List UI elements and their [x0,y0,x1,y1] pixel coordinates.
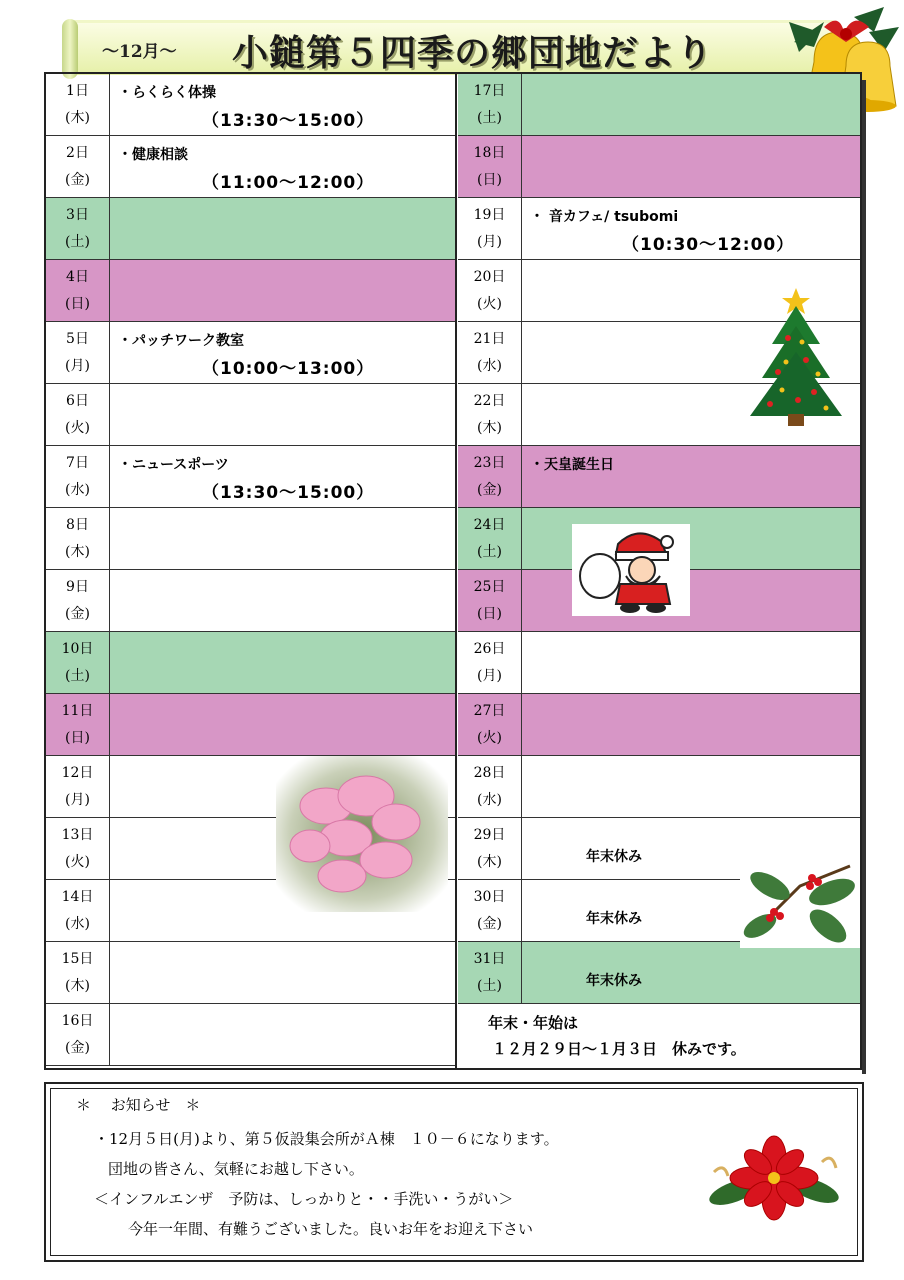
event-cell [522,632,860,693]
calendar-row [458,74,860,136]
title-banner [66,20,836,75]
weekday: (火) [65,854,90,870]
event-time: （10:00～13:00） [202,359,375,379]
calendar-row [46,570,456,632]
weekday: (月) [477,234,502,250]
event-name: ・ニュースポーツ [118,457,229,473]
calendar-row [458,136,860,198]
date-cell [458,446,522,507]
event-time: （10:30～12:00） [622,235,795,255]
santa-image [572,524,690,616]
event-time: （13:30～15:00） [202,483,375,503]
date-cell [46,694,110,755]
date-cell [458,818,522,879]
event-cell [110,260,456,321]
day-number: 30日 [473,889,506,905]
date-cell [458,198,522,259]
calendar-row [458,446,860,508]
event-time: （13:30～15:00） [202,111,375,131]
calendar-row [46,1004,456,1066]
date-cell [46,508,110,569]
date-cell [458,136,522,197]
day-number: 17日 [473,83,506,99]
event-cell [522,198,860,259]
event-cell [110,694,456,755]
date-cell [458,632,522,693]
day-number: 20日 [473,269,506,285]
calendar-row [46,446,456,508]
day-number: 21日 [473,331,506,347]
event-cell [110,1004,456,1065]
date-cell [458,756,522,817]
date-cell [46,1004,110,1065]
date-cell [458,570,522,631]
calendar-row [46,942,456,1004]
weekday: (火) [477,730,502,746]
event-time: （11:00～12:00） [202,173,375,193]
event-cell [110,384,456,445]
holiday-note [488,1010,746,1062]
day-number: 27日 [473,703,506,719]
day-number: 24日 [473,517,506,533]
event-name: ・パッチワーク教室 [118,333,244,349]
day-number: 18日 [473,145,506,161]
weekday: (水) [477,358,502,374]
day-number: 11日 [61,703,94,719]
event-cell [110,198,456,259]
weekday: (木) [65,978,90,994]
day-number: 5日 [66,331,89,347]
weekday: (金) [477,916,502,932]
calendar-row [46,74,456,136]
date-cell [46,322,110,383]
weekday: (木) [477,420,502,436]
event-name: 年末休み [586,849,642,865]
calendar-row [46,322,456,384]
event-cell [110,446,456,507]
holiday-note-line-2: １２月２９日～１月３日 休みです。 [492,1040,746,1058]
calendar-row [458,694,860,756]
event-name: ・ 音カフェ/ tsubomi [530,209,679,225]
date-cell [46,260,110,321]
date-cell [46,756,110,817]
event-cell [110,942,456,1003]
day-number: 25日 [473,579,506,595]
weekday: (日) [65,730,90,746]
date-cell [46,570,110,631]
day-number: 16日 [61,1013,94,1029]
event-cell [110,74,456,135]
weekday: (土) [477,978,502,994]
day-number: 10日 [61,641,94,657]
weekday: (日) [477,172,502,188]
event-cell [110,136,456,197]
date-cell [458,74,522,135]
date-cell [46,198,110,259]
calendar-row [458,198,860,260]
calendar-row [46,198,456,260]
weekday: (金) [65,606,90,622]
day-number: 12日 [61,765,94,781]
date-cell [458,322,522,383]
weekday: (土) [477,110,502,126]
event-name: ・健康相談 [118,147,188,163]
weekday: (土) [477,544,502,560]
weekday: (土) [65,668,90,684]
event-name: 年末休み [586,911,642,927]
day-number: 19日 [473,207,506,223]
weekday: (火) [65,420,90,436]
weekday: (金) [477,482,502,498]
day-number: 15日 [61,951,94,967]
event-name: ・天皇誕生日 [530,457,614,473]
date-cell [46,384,110,445]
day-number: 26日 [473,641,506,657]
date-cell [46,818,110,879]
holly-berry-image [740,856,860,948]
column-divider [455,74,457,1068]
notice-line-3: ＜インフルエンザ 予防は、しっかりと・・手洗い・うがい＞ [94,1190,514,1208]
weekday: (木) [477,854,502,870]
date-cell [458,880,522,941]
weekday: (木) [65,110,90,126]
scroll-ornament [62,19,78,79]
weekday: (金) [65,1040,90,1056]
page-title: 小鎚第５四季の郷団地だより [232,33,714,74]
date-cell [46,942,110,1003]
event-cell [522,136,860,197]
calendar-row [46,632,456,694]
day-number: 3日 [66,207,89,223]
weekday: (土) [65,234,90,250]
holiday-note-line-1: 年末・年始は [488,1014,579,1032]
notice-line-1: ・12月５日(月)より、第５仮設集会所がＡ棟 １０－６になります。 [94,1130,559,1148]
calendar-row [46,508,456,570]
event-cell [522,942,860,1003]
day-number: 22日 [473,393,506,409]
weekday: (金) [65,172,90,188]
weekday: (日) [477,606,502,622]
day-number: 29日 [473,827,506,843]
day-number: 8日 [66,517,89,533]
date-cell [46,74,110,135]
event-cell [110,508,456,569]
christmas-tree-image [748,282,844,430]
calendar-row [46,694,456,756]
day-number: 9日 [66,579,89,595]
date-cell [46,136,110,197]
date-cell [46,880,110,941]
weekday: (月) [477,668,502,684]
weekday: (水) [65,916,90,932]
event-cell [110,322,456,383]
event-cell [522,694,860,755]
month-label: ～12月～ [102,42,177,62]
weekday: (水) [65,482,90,498]
date-cell [458,384,522,445]
day-number: 14日 [61,889,94,905]
day-number: 28日 [473,765,506,781]
date-cell [458,508,522,569]
poinsettia-image [704,1132,842,1224]
weekday: (木) [65,544,90,560]
weekday: (火) [477,296,502,312]
day-number: 7日 [66,455,89,471]
day-number: 31日 [473,951,506,967]
cyclamen-flower-image [276,756,448,912]
day-number: 6日 [66,393,89,409]
date-cell [46,446,110,507]
holiday-note-row [458,1004,860,1066]
event-cell [522,74,860,135]
calendar-row [46,260,456,322]
weekday: (月) [65,792,90,808]
date-cell [458,694,522,755]
day-number: 4日 [66,269,89,285]
calendar-row [458,632,860,694]
weekday: (水) [477,792,502,808]
date-cell [46,632,110,693]
date-cell [458,942,522,1003]
event-name: 年末休み [586,973,642,989]
date-cell [458,260,522,321]
event-cell [522,756,860,817]
day-number: 1日 [66,83,89,99]
weekday: (日) [65,296,90,312]
event-cell [110,632,456,693]
day-number: 23日 [473,455,506,471]
event-cell [110,570,456,631]
calendar-row [458,942,860,1004]
day-number: 2日 [66,145,89,161]
weekday: (月) [65,358,90,374]
calendar-row [46,384,456,446]
calendar-row [458,756,860,818]
day-number: 13日 [61,827,94,843]
event-name: ・らくらく体操 [118,85,216,101]
notice-heading: ＊ お知らせ ＊ [76,1096,201,1114]
notice-line-4: 今年一年間、有難うございました。良いお年をお迎え下さい [128,1220,534,1238]
event-cell [522,446,860,507]
notice-line-2: 団地の皆さん、気軽にお越し下さい。 [108,1160,364,1178]
calendar-row [46,136,456,198]
